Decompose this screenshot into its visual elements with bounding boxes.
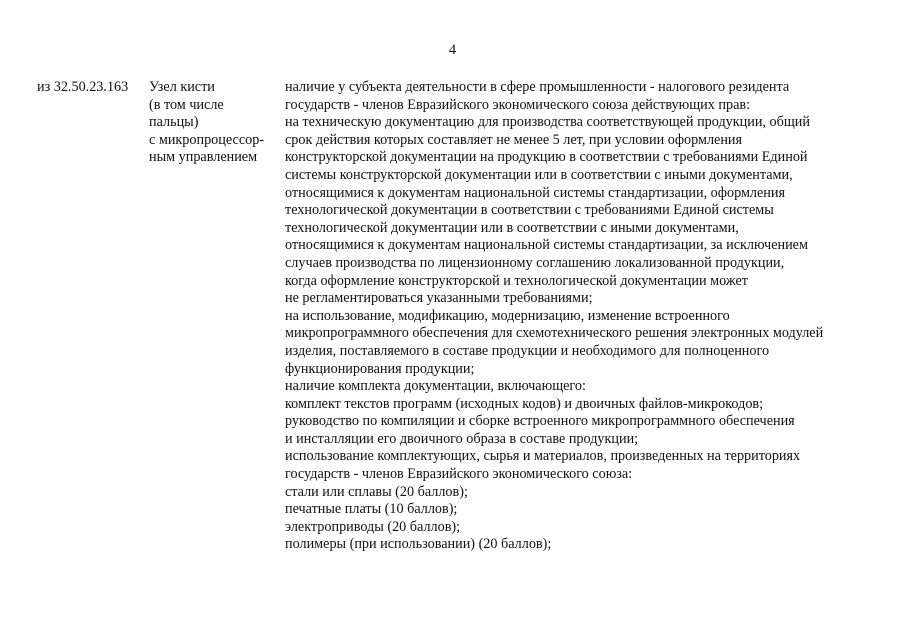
requirement-line: относящимися к документам национальной системы стандартизации, за исключением [285, 237, 808, 254]
requirement-line: комплект текстов программ (исходных кодов) и двоичных файлов-микрокодов; [285, 395, 764, 412]
requirement-line: стали или сплавы (20 баллов); [285, 483, 468, 500]
requirement-line: относящимися к документам национальной системы стандартизации, оформления [285, 184, 786, 201]
requirement-line: государств - членов Евразийского экономического союза: [285, 466, 633, 483]
page-number: 4 [448, 42, 457, 58]
requirement-line: не регламентироваться указанными требованиями; [285, 290, 593, 307]
requirement-line: конструкторской документации на продукцию в соответствии с требованиями Единой [285, 149, 808, 166]
requirement-line: случаев производства по лицензионному соглашению локализованной продукции, [285, 254, 785, 271]
requirement-line: изделия, поставляемого в составе продукции и необходимого для полноценного [285, 342, 770, 359]
requirement-line: использование комплектующих, сырья и материалов, произведенных на территориях [285, 448, 801, 465]
product-name [149, 79, 279, 167]
requirements-text [285, 79, 877, 554]
requirement-line: на использование, модификацию, модернизацию, изменение встроенного [285, 307, 730, 324]
product-name-line: пальцы) [149, 114, 199, 131]
table-row [37, 79, 877, 559]
requirement-line: на техническую документацию для производства соответствующей продукции, общий [285, 114, 810, 131]
requirement-line: руководство по компиляции и сборке встроенного микропрограммного обеспечения [285, 413, 795, 430]
requirement-line: наличие комплекта документации, включающего: [285, 378, 586, 395]
requirement-line: функционирования продукции; [285, 360, 475, 377]
requirement-line: наличие у субъекта деятельности в сфере промышленности - налогового резидента [285, 79, 790, 95]
requirement-line: и инсталляции его двоичного образа в составе продукции; [285, 430, 639, 447]
requirement-line: технологической документации в соответствии с требованиями Единой системы [285, 202, 774, 219]
requirement-line: полимеры (при использовании) (20 баллов); [285, 536, 552, 553]
product-code: из 32.50.23.163 [37, 79, 129, 95]
requirement-line: системы конструкторской документации или в соответствии с иными документами, [285, 166, 793, 183]
requirement-line: печатные платы (10 баллов); [285, 501, 458, 518]
product-name-line: с микропроцессор- [149, 131, 265, 148]
product-name-line: Узел кисти [149, 79, 215, 95]
requirement-line: срок действия которых составляет не менее 5 лет, при условии оформления [285, 131, 743, 148]
product-name-line: (в том числе [149, 96, 224, 113]
requirement-line: технологической документации или в соответствии с иными документами, [285, 219, 739, 236]
requirement-line: электроприводы (20 баллов); [285, 518, 461, 535]
requirement-line: когда оформление конструкторской и технологической документации может [285, 272, 748, 289]
requirement-line: микропрограммного обеспечения для схемотехнического решения электронных модулей [285, 325, 824, 342]
requirement-line: государств - членов Евразийского экономического союза действующих прав: [285, 96, 751, 113]
product-name-line: ным управлением [149, 149, 258, 166]
